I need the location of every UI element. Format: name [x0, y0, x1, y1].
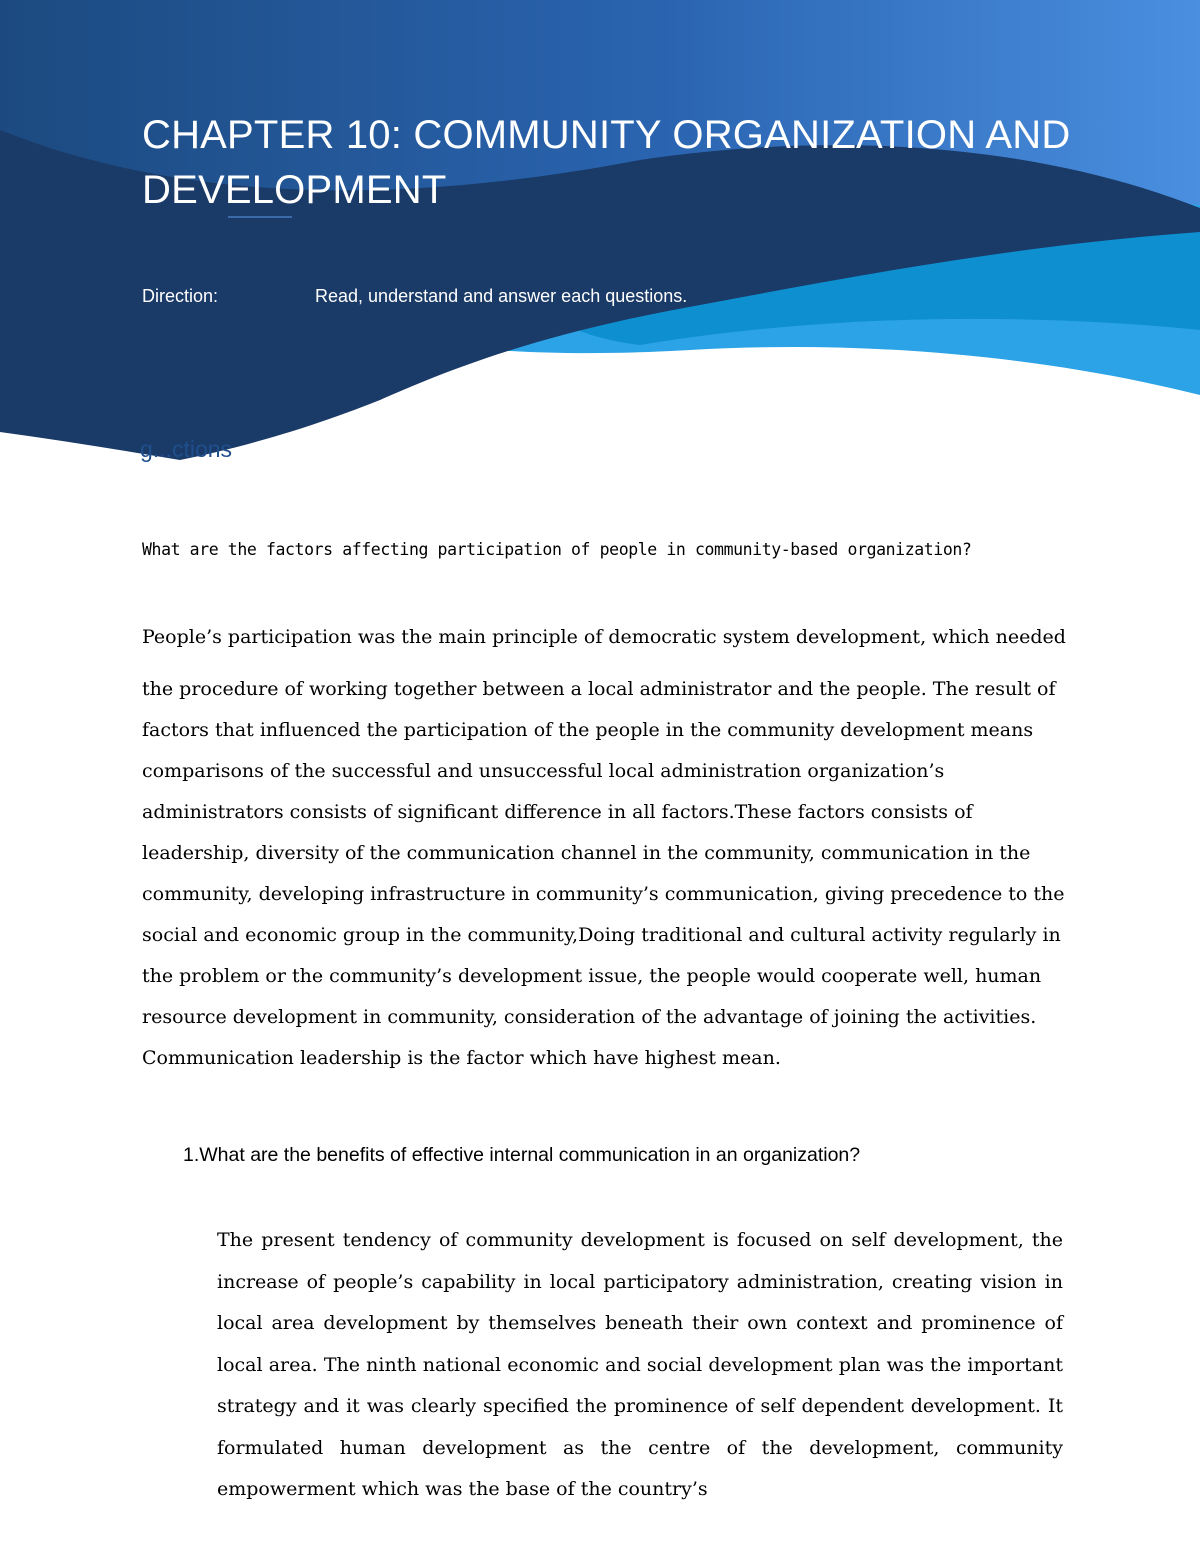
obscured-heading: g...ctions [140, 436, 233, 462]
answer-paragraph-2: The present tendency of community development is focused on self development, the increase of people’s capability in local participatory administration, creating vision in local area development by themselves beneath their own context and prominence of local area. The ninth national economic and social development plan was the important strategy and it was clearly specified the prominence of self dependent development. It formulated human development as the centre of the development, community empowerment which was the base of the country’s [217, 1229, 1063, 1500]
direction-row [142, 286, 687, 307]
direction-label: Direction: [142, 286, 219, 306]
header-banner [0, 0, 1200, 470]
answer-1-first-line: People’s participation was the main principle of democratic system development, which needed [142, 626, 1066, 648]
answer-1-body: the procedure of working together between a local administrator and the people. The result of factors that influenced the participation of the people in the community development means comparisons of the successful and unsuccessful local administration organization’s administrators consists of significant difference in all factors.These factors consists of leadership, diversity of the communication channel in the community, communication in the community, developing infrastructure in community’s communication, giving precedence to the social and economic group in the community,Doing traditional and cultural activity regularly in the problem or the community’s development issue, the people would cooperate well, human resource development in community, consideration of the advantage of joining the activities. Communication leadership is the factor which have highest mean. [142, 678, 1065, 1069]
answer-paragraph-1 [142, 617, 1077, 1079]
question-1: 1.What are the benefits of effective internal communication in an organization? [183, 1144, 861, 1166]
main-question: What are the factors affecting participation of people in community-based organization? [142, 540, 972, 559]
direction-text: Read, understand and answer each questions. [315, 286, 688, 306]
chapter-title: CHAPTER 10: COMMUNITY ORGANIZATION AND DEVELOPMENT [142, 113, 1071, 212]
